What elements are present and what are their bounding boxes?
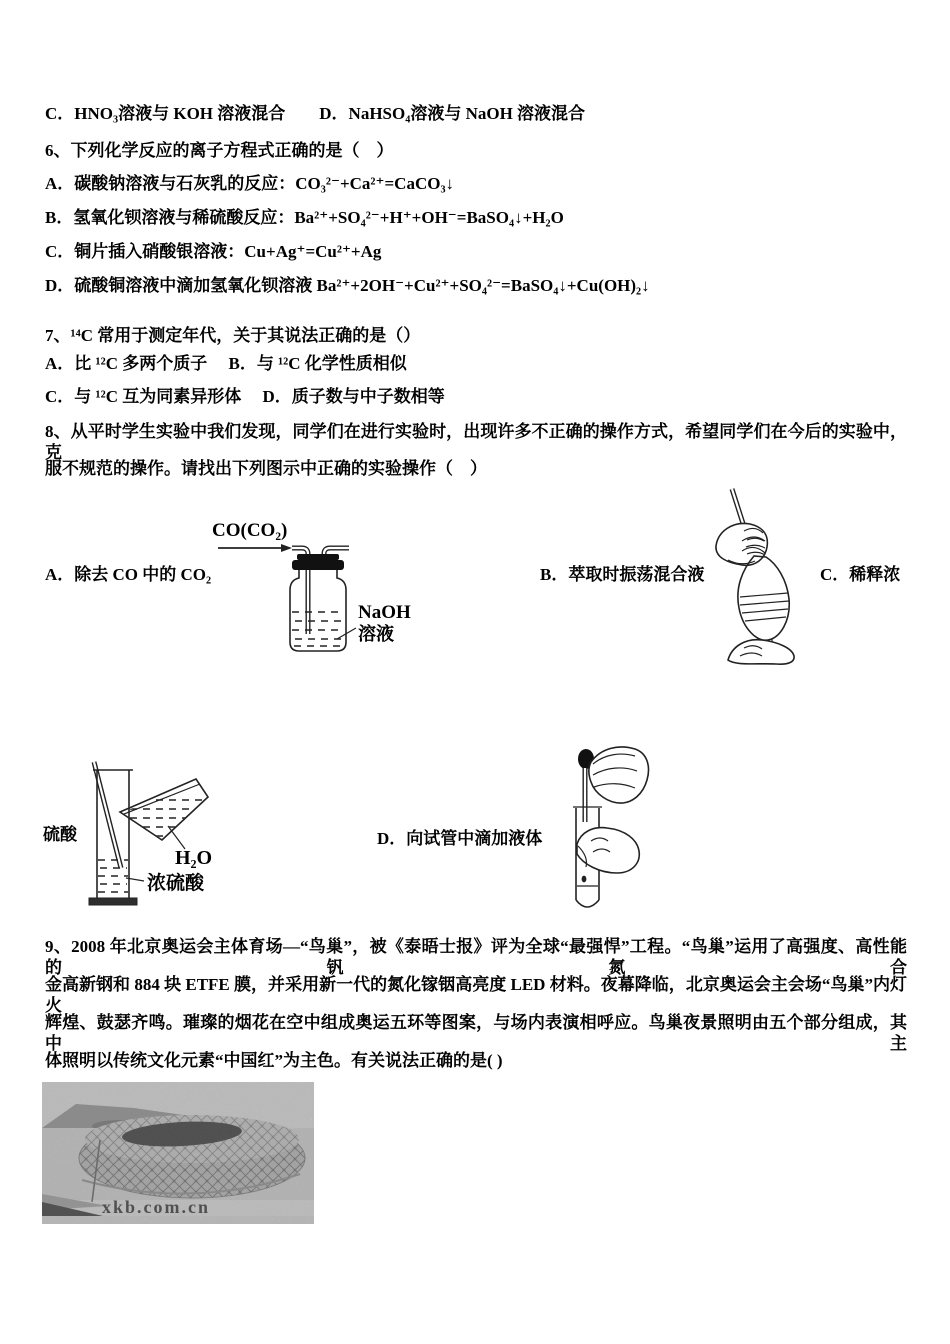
- upper-hand: [589, 747, 649, 803]
- q7-options-row-cd: C．与 ¹²C 互为同素异形体 D．质子数与中子数相等: [45, 387, 445, 406]
- funnel-liquid: [740, 593, 789, 621]
- q8-option-c-label-line2: 硫酸: [43, 825, 77, 844]
- q8-stem-line-1: 8、从平时学生实验中我们发现，同学们在进行实验时，出现许多不正确的操作方式，希望同学们在今后的实验中，克: [45, 422, 907, 462]
- separating-funnel-figure: [700, 484, 822, 666]
- pouring-beaker: [117, 779, 212, 840]
- q7-options-row-ab: A．比 ¹²C 多两个质子 B．与 ¹²C 化学性质相似: [45, 354, 407, 373]
- photo-grain-overlay: [42, 1082, 314, 1224]
- q7-stem: 7、¹⁴C 常用于测定年代，关于其说法正确的是（）: [45, 326, 421, 345]
- q8-option-c-label-line1: C．稀释浓: [820, 565, 901, 584]
- q9-stem-line-1: 9、2008 年北京奥运会主体育场—“鸟巢”，被《泰晤士报》评为全球“最强悍”工程。“鸟巢”运用了高强度、高性能的钒氮合: [45, 937, 907, 977]
- q8-stem-line-2: 服不规范的操作。请找出下列图示中正确的实验操作（ ）: [45, 459, 487, 478]
- gas-flow-arrow: [218, 544, 292, 552]
- beaker-liquid: [117, 800, 212, 836]
- solution-label-line2: 溶液: [358, 624, 394, 644]
- q6-option-c: C．铜片插入硝酸银溶液：Cu+Ag⁺=Cu²⁺+Ag: [45, 242, 382, 261]
- q8-option-b-label: B．萃取时振荡混合液: [540, 565, 705, 584]
- tube-liquid: [577, 876, 598, 886]
- q6-option-d: D．硫酸铜溶液中滴加氢氧化钡溶液 Ba²⁺+2OH⁻+Cu²⁺+SO₄²⁻=BaSO₄↓+Cu(OH)₂↓: [45, 276, 650, 295]
- upper-hand: [716, 523, 767, 565]
- water-label: H₂O: [175, 847, 213, 869]
- photo-watermark: xkb.com.cn: [102, 1197, 211, 1217]
- acid-dilution-figure: [42, 752, 258, 914]
- q9-stem-line-2: 金高新钢和 884 块 ETFE 膜，并采用新一代的氮化镓铟高亮度 LED 材料。夜幕降临，北京奥运会主会场“鸟巢”内灯火: [45, 975, 907, 1015]
- cylinder-liquid: [98, 860, 128, 892]
- q6-stem: 6、下列化学反应的离子方程式正确的是（ ）: [45, 141, 394, 160]
- q9-stem-line-3: 辉煌、鼓瑟齐鸣。璀璨的烟花在空中组成奥运五环等图案，与场内表演相呼应。鸟巢夜景照明由五个部分组成，其中主: [45, 1013, 907, 1053]
- lower-hand: [728, 640, 794, 664]
- dropper-test-tube-figure: [533, 746, 655, 920]
- bottle-liquid: [292, 612, 344, 646]
- bird-nest-photo: [42, 1082, 314, 1224]
- q6-option-b: B．氢氧化钡溶液与稀硫酸反应：Ba²⁺+SO₄²⁻+H⁺+OH⁻=BaSO₄↓+H₂O: [45, 208, 564, 227]
- q6-option-a: A．碳酸钠溶液与石灰乳的反应：CO₃²⁻+Ca²⁺=CaCO₃↓: [45, 174, 455, 193]
- bottle-stopper: [292, 554, 344, 570]
- gas-washing-bottle-figure: [196, 510, 428, 662]
- solution-label-line1: NaOH: [358, 602, 411, 623]
- lower-hand: [577, 828, 639, 873]
- funnel-body: [738, 556, 789, 640]
- q8-option-a-label: A．除去 CO 中的 CO₂: [45, 565, 212, 584]
- water-pointer-line: [168, 826, 185, 849]
- gas-inlet-label: CO(CO₂): [212, 520, 288, 541]
- q8-option-d-label: D．向试管中滴加液体: [377, 829, 543, 848]
- prev-question-options-line: C．HNO₃溶液与 KOH 溶液混合 D．NaHSO₄溶液与 NaOH 溶液混合: [45, 104, 586, 123]
- q9-stem-line-4: 体照明以传统文化元素“中国红”为主色。有关说法正确的是( ): [45, 1051, 503, 1070]
- acid-label: 浓硫酸: [147, 873, 205, 894]
